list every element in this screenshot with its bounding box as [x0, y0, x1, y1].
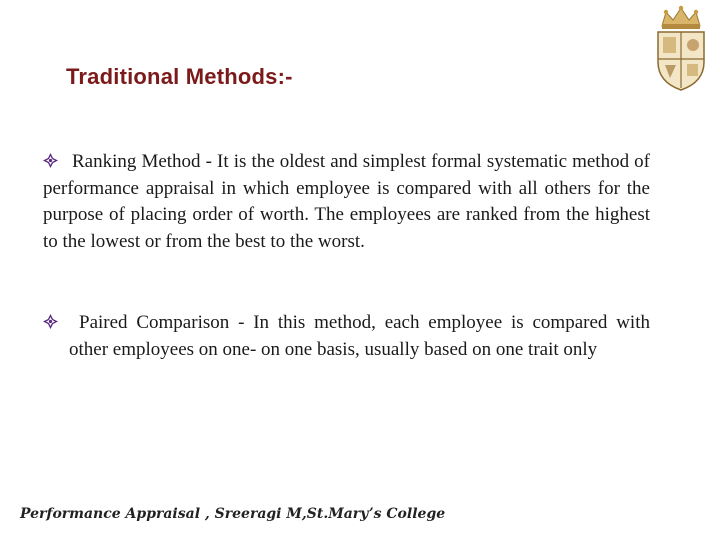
bullet-ranking-method [43, 149, 650, 255]
bullet-text: Ranking Method - It is the oldest and simplest formal systematic method of performance appraisal in which employee is compared with all others for the purpose of placing order of worth. The employees are ranked from the highest to the lowest or from the best to the worst. [43, 151, 650, 252]
bullet-text: Paired Comparison - In this method, each employee is compared with other employees on one- on one basis, usually based on one trait only [69, 312, 650, 360]
diamond-bullet-icon [43, 314, 58, 329]
slide-title: Traditional Methods:- [66, 64, 293, 89]
college-crest-logo [650, 4, 712, 96]
slide-footer: Performance Appraisal , Sreeragi M,St.Mary’s College [20, 506, 446, 522]
bullet-paired-comparison [69, 310, 650, 363]
